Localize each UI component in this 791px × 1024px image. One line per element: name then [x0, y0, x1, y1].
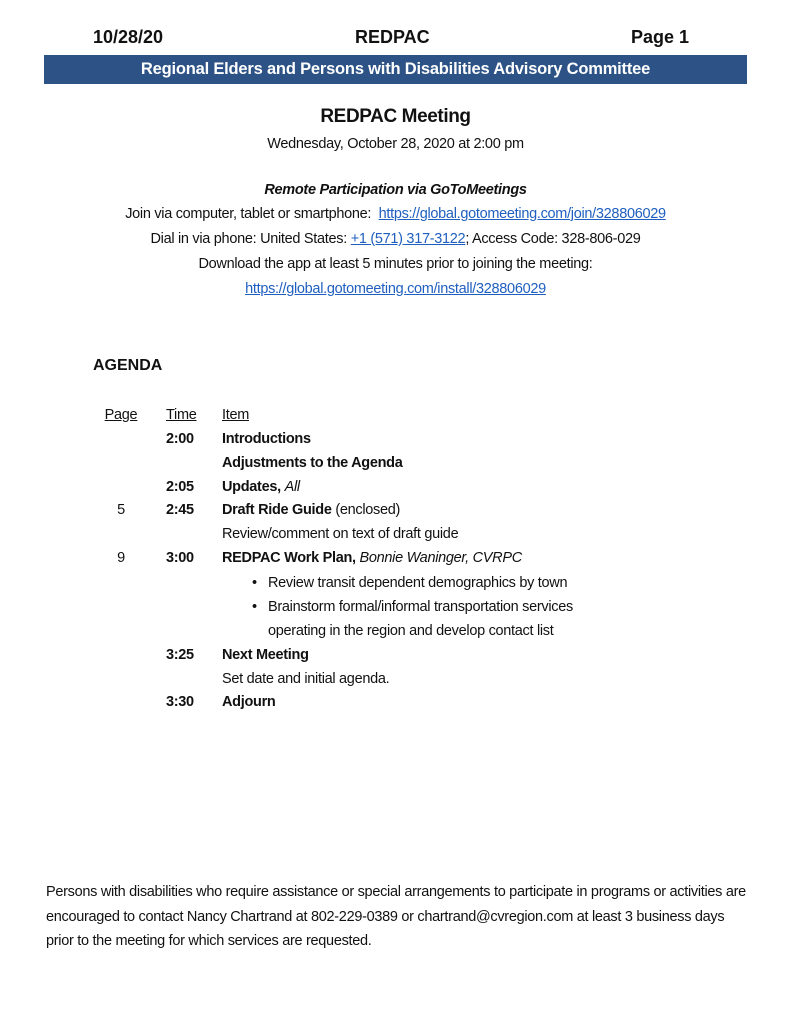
time: 2:00	[166, 431, 194, 447]
access-code: ; Access Code: 328-806-029	[465, 231, 641, 247]
remote-heading: Remote Participation via GoToMeetings	[264, 182, 527, 198]
agenda-bullet	[0, 575, 791, 599]
bullet-text: Brainstorm formal/informal transportation services	[268, 599, 573, 615]
header-org: REDPAC	[355, 27, 430, 47]
header-page: Page 1	[631, 27, 690, 47]
dial-line	[0, 231, 791, 247]
meeting-title: REDPAC Meeting	[320, 106, 471, 127]
agenda-row	[0, 671, 791, 695]
col-time: Time	[166, 407, 197, 423]
join-line	[0, 206, 791, 222]
install-line	[0, 281, 791, 297]
item-extra: (enclosed)	[335, 502, 401, 518]
item: Updates,	[222, 479, 281, 495]
committee-banner: Regional Elders and Persons with Disabilities Advisory Committee	[44, 55, 747, 84]
meeting-datetime: Wednesday, October 28, 2020 at 2:00 pm	[267, 136, 524, 152]
time: 2:05	[166, 479, 194, 495]
agenda-bullet-cont	[0, 623, 791, 647]
time: 3:25	[166, 647, 194, 663]
agenda-row	[0, 526, 791, 550]
agenda-row	[0, 479, 791, 503]
item: REDPAC Work Plan,	[222, 550, 356, 566]
page: 9	[117, 550, 125, 566]
time: 3:00	[166, 550, 194, 566]
dial-label: Dial in via phone: United States:	[150, 231, 347, 247]
bullet-text: Review transit dependent demographics by town	[268, 575, 568, 591]
agenda-row	[0, 550, 791, 574]
agenda-row	[0, 647, 791, 671]
page: 5	[117, 502, 125, 518]
bullet-icon: •	[252, 599, 257, 615]
item: Draft Ride Guide	[222, 502, 332, 518]
join-label: Join via computer, tablet or smartphone:	[125, 206, 372, 222]
agenda-row	[0, 502, 791, 526]
agenda-heading: AGENDA	[93, 357, 163, 374]
bullet-icon: •	[252, 575, 257, 591]
bullet-text-continued: operating in the region and develop contact list	[268, 623, 554, 639]
item: Introductions	[222, 431, 311, 447]
agenda-row	[0, 431, 791, 455]
download-text: Download the app at least 5 minutes prior to joining the meeting:	[198, 256, 593, 272]
item-description: Review/comment on text of draft guide	[222, 526, 459, 542]
install-link[interactable]: https://global.gotomeeting.com/install/328806029	[245, 281, 546, 297]
col-item: Item	[222, 407, 249, 423]
item: Next Meeting	[222, 647, 309, 663]
col-page: Page	[104, 407, 138, 423]
join-link[interactable]: https://global.gotomeeting.com/join/328806029	[378, 206, 666, 222]
item: Adjourn	[222, 694, 276, 710]
item-note: Bonnie Waninger, CVRPC	[359, 550, 522, 566]
dial-phone-link[interactable]: +1 (571) 317-3122	[350, 231, 466, 247]
agenda-row	[0, 694, 791, 718]
item-note: All	[284, 479, 300, 495]
accessibility-notice: Persons with disabilities who require assistance or special arrangements to participate in programs or activities are encouraged to contact Nancy Chartrand at 802-229-0389 or chartrand@cvregion.com at least 3 business days prior to the meeting for which services are requested.	[46, 884, 746, 949]
time: 2:45	[166, 502, 194, 518]
agenda-header-row	[0, 407, 791, 431]
header-date: 10/28/20	[93, 27, 164, 47]
agenda-bullet	[0, 599, 791, 623]
agenda-row	[0, 455, 791, 479]
item: Adjustments to the Agenda	[222, 455, 403, 471]
time: 3:30	[166, 694, 194, 710]
item-description: Set date and initial agenda.	[222, 671, 390, 687]
